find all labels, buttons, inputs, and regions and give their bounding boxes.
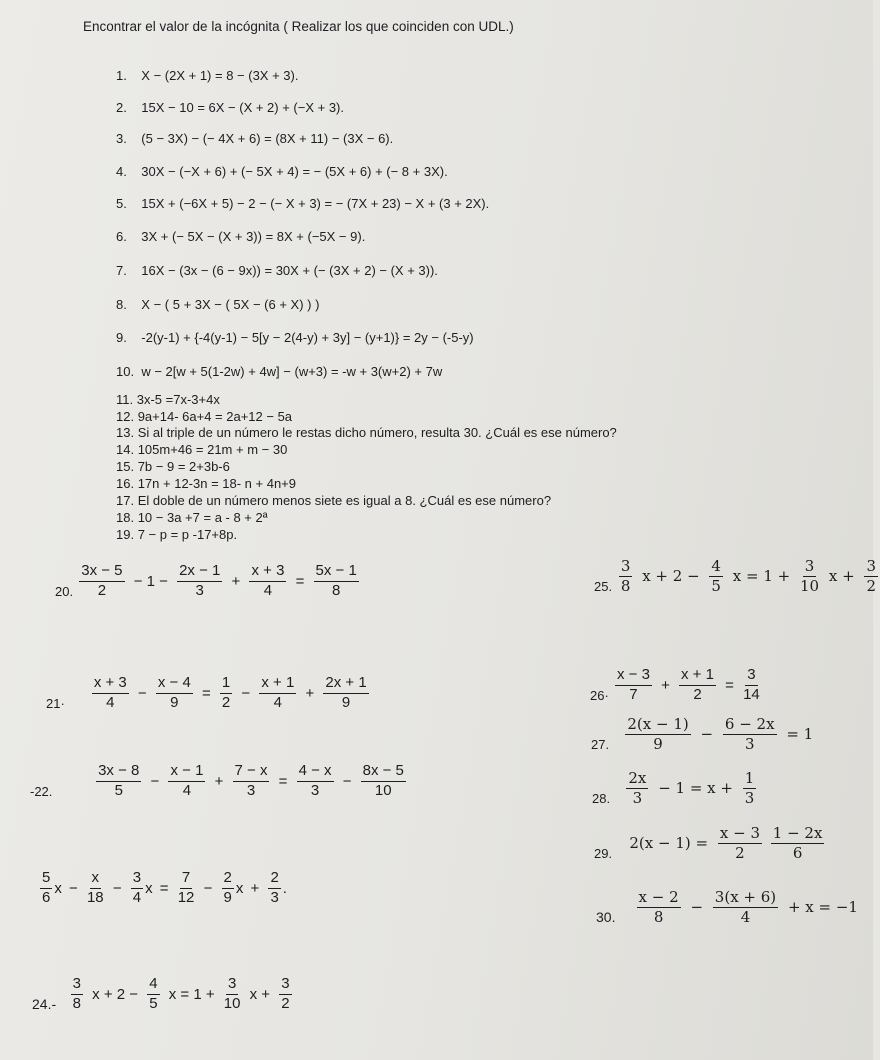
problem-22: -22. $\frac{3x - 8}{5}$ − $\frac{x - 1}{4}$ + $\frac{7 - x}{3}$ = $\frac{4 - x}{3}$ − $\frac{8x - 5}{10}$ [30,762,404,799]
fraction: $\frac{2(x - 1)}{9}$ [627,715,689,753]
fraction: $\frac{5}{6}$ [42,869,51,906]
problem-25: 25. $\frac{3}{8}$ x + 2 − $\frac{4}{5}$ x = 1 + $\frac{3}{10}$ x + $\frac{3}{2}$ [594,557,876,595]
problem-18: 18. 10 − 3a +7 = a - 8 + 2ª [116,510,268,525]
problem-7: 7. 16X − (3x − (6 − 9x)) = 30X + (− (3X + 2) − (X + 3)). [116,263,438,278]
fraction: $\frac{x + 3}{4}$ [251,562,285,599]
problem-2: 2. 15X − 10 = 6X − (X + 2) + (−X + 3). [116,100,345,115]
fraction: $\frac{x + 1}{2}$ [681,666,714,703]
fraction: $\frac{3}{8}$ [72,975,81,1012]
fraction: $\frac{1}{2}$ [221,674,231,711]
fraction: $\frac{3}{2}$ [281,975,290,1012]
fraction: $\frac{5x - 1}{8}$ [315,562,357,599]
fraction: $\frac{2}{9}$ [223,869,232,906]
fraction: $\frac{x}{18}$ [86,869,104,906]
problem-17: 17. El doble de un número menos siete es igual a 8. ¿Cuál es ese número? [116,493,552,508]
problem-29: 29. 2(x − 1) = $\frac{x - 3}{2}$ $\frac{1 - 2x}{6}$ [594,824,823,862]
fraction: $\frac{4 - x}{3}$ [298,762,332,799]
fraction: $\frac{x - 1}{4}$ [170,762,204,799]
problem-12: 12. 9a+14- 6a+4 = 2a+12 − 5a [116,409,293,424]
fraction: $\frac{1 - 2x}{6}$ [772,824,823,862]
problem-16: 16. 17n + 12-3n = 18- n + 4n+9 [116,476,297,491]
problem-4: 4. 30X − (−X + 6) + (− 5X + 4) = − (5X + 6) + (− 8 + 3X). [116,164,448,179]
fraction: $\frac{3}{2}$ [866,557,876,595]
problem-11: 11. 3x-5 =7x-3+4x [116,392,220,407]
fraction: $\frac{x - 3}{2}$ [719,824,760,862]
fraction: $\frac{7}{12}$ [177,869,195,906]
fraction: $\frac{2x + 1}{9}$ [325,674,367,711]
fraction: $\frac{x + 1}{4}$ [261,674,295,711]
problem-19: 19. 7 − p = p -17+8p. [116,527,238,542]
problem-14: 14. 105m+46 = 21m + m − 30 [116,442,288,457]
problem-13: 13. Si al triple de un número le restas dicho número, resulta 30. ¿Cuál es ese número? [116,425,617,440]
fraction: $\frac{4}{5}$ [711,557,721,595]
problem-21: 21· $\frac{x + 3}{4}$ − $\frac{x - 4}{9}$ = $\frac{1}{2}$ − $\frac{x + 1}{4}$ + $\frac{2x + 1}{9}$ [46,674,367,711]
fraction: $\frac{4}{5}$ [149,975,158,1012]
problem-6: 6. 3X + (− 5X − (X + 3)) = 8X + (−5X − 9). [116,229,366,244]
fraction: $\frac{2}{3}$ [270,869,279,906]
problem-15: 15. 7b − 9 = 2+3b-6 [116,459,230,474]
fraction: $\frac{2x - 1}{3}$ [179,562,221,599]
fraction: $\frac{3}{10}$ [223,975,241,1012]
problem-3: 3. (5 − 3X) − (− 4X + 6) = (8X + 11) − (3X − 6). [116,131,394,146]
problem-27: 27. $\frac{2(x - 1)}{9}$ − $\frac{6 - 2x}{3}$ = 1 [591,715,814,753]
fraction: $\frac{2x}{3}$ [628,769,647,807]
fraction: $\frac{3}{14}$ [743,666,760,703]
problem-20: 20. $\frac{3x - 5}{2}$ − 1 − $\frac{2x - 1}{3}$ + $\frac{x + 3}{4}$ = $\frac{5x - 1}{8}$ [55,562,357,599]
problem-30: 30. $\frac{x - 2}{8}$ − $\frac{3(x + 6)}{4}$ + x = −1 [596,888,858,926]
problem-23: $\frac{5}{6}$ x − $\frac{x}{18}$ − $\frac{3}{4}$ x = $\frac{7}{12}$ − $\frac{2}{9}$ x + $\frac{2}{3}$ . [42,869,287,906]
fraction: $\frac{x - 4}{9}$ [157,674,191,711]
problem-9: 9. -2(y-1) + {-4(y-1) − 5[y − 2(4-y) + 3y] − (y+1)} = 2y − (-5-y) [116,330,474,345]
fraction: $\frac{3(x + 6)}{4}$ [714,888,777,926]
fraction: $\frac{1}{3}$ [744,769,755,807]
fraction: $\frac{7 - x}{3}$ [234,762,268,799]
problem-10: 10. w − 2[w + 5(1-2w) + 4w] − (w+3) = -w + 3(w+2) + 7w [116,364,443,379]
problem-1: 1. X − (2X + 1) = 8 − (3X + 3). [116,68,299,83]
problem-24: 24.- $\frac{3}{8}$ x + 2 − $\frac{4}{5}$ x = 1 + $\frac{3}{10}$ x + $\frac{3}{2}$ [32,975,290,1012]
fraction: $\frac{x - 3}{7}$ [616,666,650,703]
problem-26: 26· $\frac{x - 3}{7}$ + $\frac{x + 1}{2}$ = $\frac{3}{14}$ [590,666,760,703]
problem-28: 28. $\frac{2x}{3}$ − 1 = x + $\frac{1}{3}$ [592,769,755,807]
fraction: $\frac{3x - 8}{5}$ [98,762,140,799]
worksheet-title: Encontrar el valor de la incógnita ( Realizar los que coinciden con UDL.) [83,19,514,34]
fraction: $\frac{3}{8}$ [620,557,631,595]
fraction: $\frac{3}{4}$ [132,869,142,906]
fraction: $\frac{3}{10}$ [799,557,820,595]
problem-5: 5. 15X + (−6X + 5) − 2 − (− X + 3) = − (7X + 23) − X + (3 + 2X). [116,196,490,211]
fraction: $\frac{8x - 5}{10}$ [362,762,404,799]
problem-8: 8. X − ( 5 + 3X − ( 5X − (6 + X) ) ) [116,297,320,312]
fraction: $\frac{3x - 5}{2}$ [81,562,123,599]
fraction: $\frac{6 - 2x}{3}$ [724,715,775,753]
fraction: $\frac{x + 3}{4}$ [93,674,127,711]
fraction: $\frac{x - 2}{8}$ [638,888,679,926]
